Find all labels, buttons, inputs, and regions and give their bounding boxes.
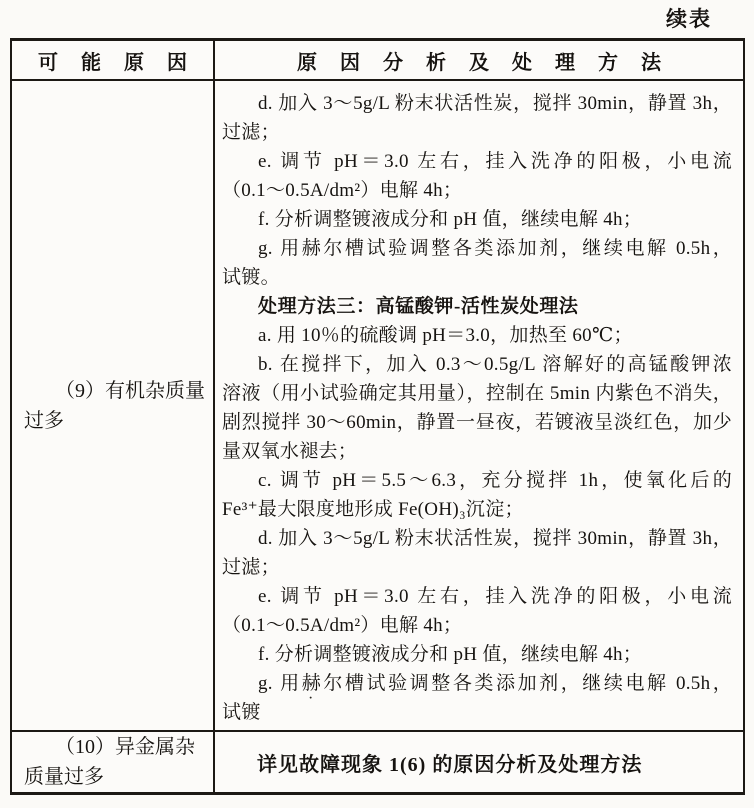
analysis-line: 处理方法三：高锰酸钾-活性炭处理法	[258, 296, 579, 317]
analysis-line: c. 调节 pH＝5.5～6.3，充分搅拌 1h，使氧化后的	[258, 470, 732, 491]
analysis-line: 试镀。	[222, 267, 280, 288]
analysis-line: 过滤；	[222, 122, 280, 143]
table-row-foreign-metal-impurities	[12, 730, 743, 792]
analysis-line: f. 分析调整镀液成分和 pH 值，继续电解 4h；	[258, 644, 643, 665]
analysis-line: d. 加入 3～5g/L 粉末状活性炭，搅拌 30min，静置 3h，	[258, 528, 732, 549]
analysis-line: Fe³⁺最大限度地形成 Fe(OH)₃沉淀；	[222, 499, 524, 520]
cause-line: 过多	[24, 409, 64, 432]
analysis-line: 量双氧水褪去；	[222, 441, 358, 462]
analysis-line: b. 在搅拌下，加入 0.3～0.5g/L 溶解好的高锰酸钾浓	[258, 354, 732, 375]
analysis-line: （0.1～0.5A/dm²）电解 4h；	[222, 615, 463, 636]
table-header-row	[12, 41, 743, 81]
scan-artifact-dot: ·	[308, 690, 314, 707]
analysis-line: g. 用赫尔槽试验调整各类添加剂，继续电解 0.5h，	[258, 673, 732, 694]
cause-line: （10）异金属杂	[55, 736, 195, 758]
header-possible-cause: 可 能 原 因	[12, 41, 215, 79]
table-row-organic-impurities	[12, 81, 743, 730]
analysis-line: g. 用赫尔槽试验调整各类添加剂，继续电解 0.5h，	[258, 238, 732, 259]
cause-cell-10	[12, 732, 215, 792]
cause-line: （9）有机杂质量	[55, 379, 205, 402]
analysis-cell-10: 详见故障现象 1(6) 的原因分析及处理方法	[257, 753, 643, 776]
troubleshooting-table	[10, 38, 745, 795]
cause-line: 质量过多	[24, 766, 104, 788]
analysis-line: f. 分析调整镀液成分和 pH 值，继续电解 4h；	[258, 209, 643, 230]
analysis-line: 剧烈搅拌 30～60min，静置一昼夜，若镀液呈淡红色，加少	[222, 412, 732, 433]
analysis-line: e. 调节 pH＝3.0 左右，挂入洗净的阳极，小电流	[258, 586, 732, 607]
cause-cell-9	[12, 81, 215, 730]
analysis-line: e. 调节 pH＝3.0 左右，挂入洗净的阳极，小电流	[258, 151, 732, 172]
analysis-line: 试镀	[222, 702, 261, 723]
analysis-line: d. 加入 3～5g/L 粉末状活性炭，搅拌 30min，静置 3h，	[258, 93, 732, 114]
analysis-line: a. 用 10％的硫酸调 pH＝3.0，加热至 60℃；	[258, 325, 633, 346]
continued-table-label: 续表	[666, 7, 712, 31]
analysis-line: 溶液（用小试验确定其用量），控制在 5min 内紫色不消失，	[222, 383, 732, 404]
analysis-cell-9	[215, 81, 743, 730]
analysis-line: 过滤；	[222, 557, 280, 578]
analysis-line: （0.1～0.5A/dm²）电解 4h；	[222, 180, 463, 201]
header-analysis-treatment: 原 因 分 析 及 处 理 方 法	[297, 51, 670, 74]
